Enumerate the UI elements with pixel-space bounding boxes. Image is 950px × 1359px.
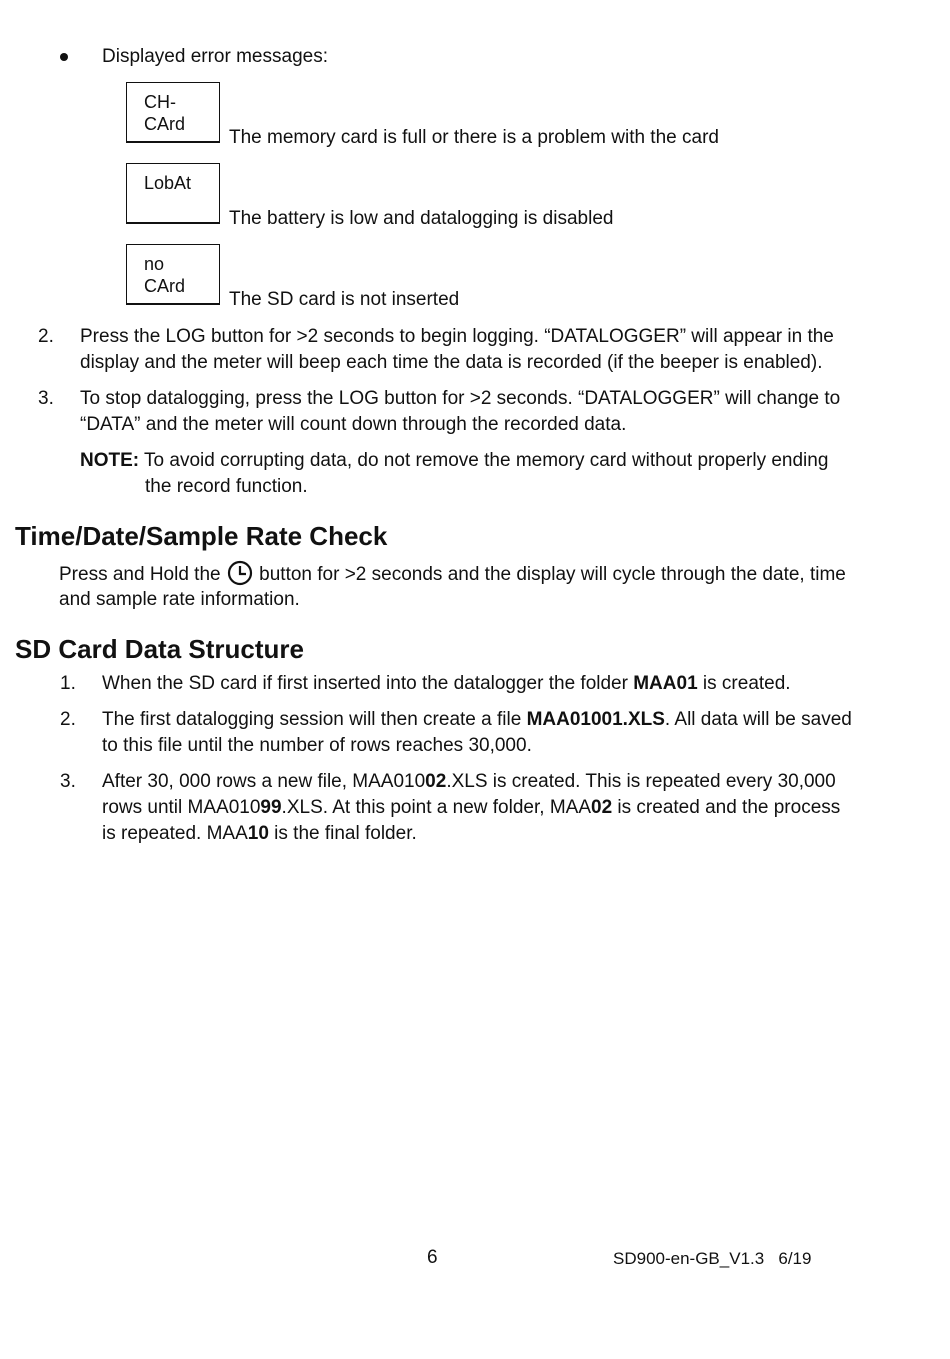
list-item-line bbox=[102, 821, 417, 847]
section-heading-time: Time/Date/Sample Rate Check bbox=[15, 521, 388, 551]
step-number: 3. bbox=[38, 388, 54, 409]
step-text-line: Press the LOG button for >2 seconds to begin logging. “DATALOGGER” will appear in the bbox=[80, 326, 834, 347]
text-run: is created. bbox=[697, 673, 791, 694]
time-text-before: Press and Hold the bbox=[59, 564, 226, 585]
step-text-line: “DATA” and the meter will count down through the recorded data. bbox=[80, 414, 627, 435]
bold-run: MAA01001.XLS bbox=[526, 709, 665, 730]
note-text: To avoid corrupting data, do not remove the memory card without properly ending bbox=[139, 450, 829, 471]
text-run: .XLS. At this point a new folder, MAA bbox=[281, 797, 591, 818]
list-item-line: to this file until the number of rows reaches 30,000. bbox=[102, 735, 532, 756]
step-text-line: To stop datalogging, press the LOG button for >2 seconds. “DATALOGGER” will change to bbox=[80, 388, 841, 409]
bold-run: 02 bbox=[591, 797, 613, 818]
time-paragraph-line-1 bbox=[59, 560, 846, 588]
list-number: 3. bbox=[60, 771, 76, 792]
document-version: SD900-en-GB_V1.3 6/19 bbox=[613, 1249, 812, 1268]
display-line-1: LobAt bbox=[144, 173, 192, 193]
error-description: The SD card is not inserted bbox=[229, 289, 460, 310]
display-line-2: CArd bbox=[144, 114, 186, 134]
error-display-box bbox=[126, 82, 220, 143]
bullet-text: Displayed error messages: bbox=[102, 46, 328, 67]
note-line bbox=[80, 448, 828, 474]
time-paragraph-line-2: and sample rate information. bbox=[59, 589, 300, 610]
note-line-2: the record function. bbox=[145, 476, 308, 497]
bold-run: MAA01 bbox=[633, 673, 698, 694]
display-line-1: CH- bbox=[144, 92, 176, 112]
note-label: NOTE: bbox=[80, 450, 140, 471]
text-run: . All data will be saved bbox=[664, 709, 852, 730]
time-text-after: button for >2 seconds and the display will cycle through the date, time bbox=[253, 564, 846, 585]
text-run: rows until MAA010 bbox=[102, 797, 261, 818]
text-run: is the final folder. bbox=[268, 823, 417, 844]
text-run: is created and the process bbox=[612, 797, 841, 818]
bold-run: 10 bbox=[247, 823, 269, 844]
list-number: 2. bbox=[60, 709, 76, 730]
display-line-1: no bbox=[144, 254, 165, 274]
bold-run: 99 bbox=[260, 797, 282, 818]
bullet-dot bbox=[60, 53, 68, 61]
text-run: After 30, 000 rows a new file, MAA010 bbox=[102, 771, 426, 792]
list-number: 1. bbox=[60, 673, 76, 694]
list-item-line bbox=[102, 795, 840, 821]
error-display-box bbox=[126, 163, 220, 224]
step-text-line: display and the meter will beep each time the data is recorded (if the beeper is enabled). bbox=[80, 352, 823, 373]
step-number: 2. bbox=[38, 326, 54, 347]
text-run: When the SD card if first inserted into the datalogger the folder bbox=[102, 673, 634, 694]
list-item-line bbox=[102, 769, 836, 795]
text-run: .XLS is created. This is repeated every 30,000 bbox=[446, 771, 836, 792]
display-line-2: CArd bbox=[144, 276, 186, 296]
text-run: The first datalogging session will then create a file bbox=[102, 709, 527, 730]
bold-run: 02 bbox=[425, 771, 447, 792]
list-item-line bbox=[102, 707, 852, 733]
section-heading-sd: SD Card Data Structure bbox=[15, 634, 304, 664]
clock-icon bbox=[226, 560, 254, 586]
error-display-box bbox=[126, 244, 220, 305]
error-description: The battery is low and datalogging is disabled bbox=[229, 208, 614, 229]
list-item-line bbox=[102, 671, 791, 697]
error-description: The memory card is full or there is a problem with the card bbox=[229, 127, 719, 148]
page-number: 6 bbox=[427, 1247, 438, 1268]
text-run: is repeated. MAA bbox=[102, 823, 248, 844]
